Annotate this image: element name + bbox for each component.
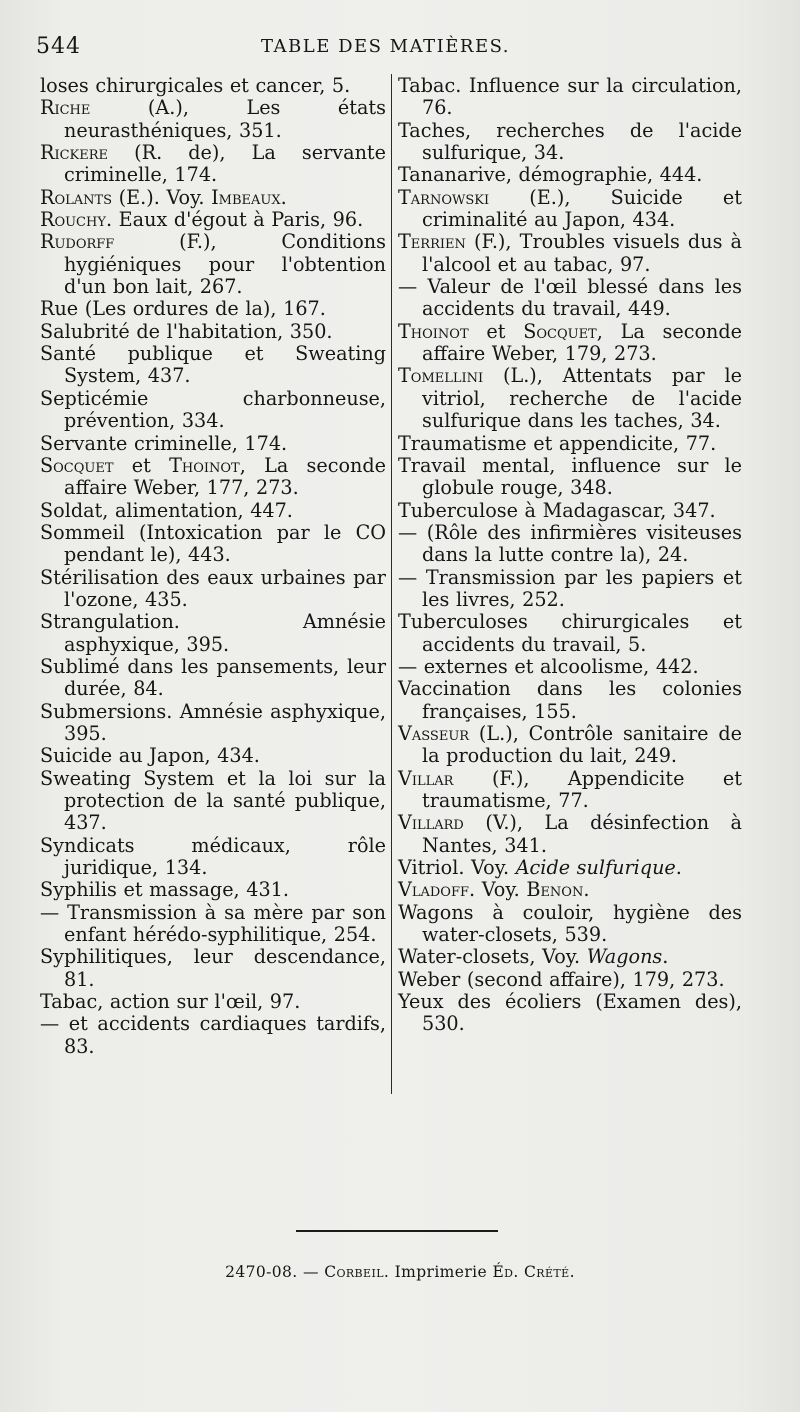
index-entry	[40, 97, 386, 142]
running-title: TABLE DES MATIÈRES.	[261, 36, 510, 57]
entry-text: (R. de), La servante criminelle, 174.	[64, 141, 386, 187]
author-name: Rolants	[40, 185, 113, 209]
index-entry	[40, 745, 386, 767]
index-entry	[398, 365, 742, 432]
index-entry	[40, 522, 386, 567]
author-name: Terrien	[398, 230, 466, 254]
index-entry	[398, 678, 742, 723]
index-entry	[40, 75, 386, 97]
entry-text: Rue (Les ordures de la), 167.	[40, 297, 326, 321]
index-entry	[398, 120, 742, 165]
author-name: Socquet	[40, 453, 114, 477]
index-entry	[40, 455, 386, 500]
author-name: Villard	[398, 811, 464, 835]
entry-text: Sweating System et la loi sur la protection de la santé publique, 437.	[40, 766, 386, 835]
index-entry	[398, 567, 742, 612]
entry-text: Santé publique et Sweating System, 437.	[40, 342, 386, 388]
footer-printer-name: Éd. Crété	[492, 1263, 570, 1281]
index-entry	[40, 768, 386, 835]
index-entry	[398, 164, 742, 186]
author-name: Riche	[40, 96, 91, 120]
entry-text: — externes et alcoolisme, 442.	[398, 654, 699, 678]
index-entry	[398, 991, 742, 1036]
entry-text: .	[280, 185, 287, 209]
entry-text: — Transmission par les papiers et les livres, 252.	[398, 565, 742, 611]
author-name: Vasseur	[398, 721, 470, 745]
cross-reference: Wagons	[586, 945, 663, 969]
index-entry	[398, 455, 742, 500]
index-entry	[398, 656, 742, 678]
entry-text: Servante criminelle, 174.	[40, 431, 288, 455]
index-entry	[398, 812, 742, 857]
index-entry	[40, 835, 386, 880]
author-name: Thoinot	[169, 453, 240, 477]
entry-text: Vitriol. Voy.	[398, 856, 516, 880]
index-entry	[40, 231, 386, 298]
entry-text: .	[662, 945, 669, 969]
entry-text: (E.), Suicide et criminalité au Japon, 434.	[422, 185, 742, 232]
index-entry	[40, 611, 386, 656]
index-entry	[40, 388, 386, 433]
footer-code: 2470-08.	[225, 1263, 298, 1281]
entry-text: Strangulation. Amnésie asphyxique, 395.	[40, 610, 386, 656]
index-column-right	[398, 75, 742, 1036]
printer-footer: 2470-08. — Corbeil. Imprimerie Éd. Crété.	[225, 1263, 575, 1281]
page-header	[36, 34, 776, 64]
entry-text: , La seconde affaire Weber, 177, 273.	[64, 453, 386, 500]
entry-text: Tananarive, démographie, 444.	[398, 163, 703, 187]
index-entry	[40, 1013, 386, 1058]
index-entry	[40, 500, 386, 522]
author-name: Vladoff	[398, 878, 469, 902]
entry-text: loses chirurgicales et cancer, 5.	[40, 74, 351, 97]
cross-reference: Acide sulfurique	[515, 856, 676, 880]
entry-text: Tuberculose à Madagascar, 347.	[398, 498, 716, 522]
index-entry	[40, 433, 386, 455]
entry-text: Syphilis et massage, 431.	[40, 878, 289, 902]
entry-text: Traumatisme et appendicite, 77.	[398, 431, 717, 455]
index-entry	[40, 187, 386, 209]
index-entry	[40, 902, 386, 947]
entry-text: Salubrité de l'habitation, 350.	[40, 319, 333, 343]
index-entry	[398, 768, 742, 813]
index-entry	[398, 522, 742, 567]
author-name: Villar	[398, 766, 454, 790]
index-entry	[40, 298, 386, 320]
index-entry	[40, 567, 386, 612]
index-entry	[398, 857, 742, 879]
author-name: Socquet	[523, 319, 597, 343]
entry-text: (F.), Appendicite et traumatisme, 77.	[422, 766, 742, 812]
index-entry	[398, 75, 742, 120]
index-entry	[398, 276, 742, 321]
entry-text: (A.), Les états neurasthéniques, 351.	[64, 96, 386, 142]
entry-text: — Transmission à sa mère par son enfant hérédo-syphilitique, 254.	[40, 900, 386, 947]
index-entry	[40, 209, 386, 231]
entry-text: . Eaux d'égout à Paris, 96.	[105, 208, 364, 232]
entry-text: (F.), Conditions hygiéniques pour l'obtention d'un bon lait, 267.	[64, 230, 386, 299]
index-entry	[398, 231, 742, 276]
entry-text: Travail mental, influence sur le globule rouge, 348.	[398, 453, 742, 500]
entry-text: Tabac, action sur l'œil, 97.	[40, 990, 301, 1014]
entry-text: (V.), La désinfection à Nantes, 341.	[422, 811, 742, 857]
index-column-left	[40, 75, 386, 1058]
author-name: Benon	[526, 878, 584, 902]
entry-text: Tabac. Influence sur la circulation, 76.	[398, 74, 742, 120]
entry-text: — et accidents cardiaques tardifs, 83.	[40, 1012, 386, 1058]
index-entry	[40, 991, 386, 1013]
author-name: Thoinot	[398, 319, 469, 343]
index-entry	[40, 656, 386, 701]
entry-text: Syndicats médicaux, rôle juridique, 134.	[40, 833, 386, 880]
entry-text: Stérilisation des eaux urbaines par l'ozone, 435.	[40, 565, 386, 611]
footer-dash: —	[302, 1263, 319, 1281]
index-entry	[398, 611, 742, 656]
index-entry	[398, 500, 742, 522]
entry-text: Wagons à couloir, hygiène des water-closets, 539.	[398, 900, 742, 947]
index-entry	[398, 433, 742, 455]
entry-text: — (Rôle des infirmières visiteuses dans la lutte contre la), 24.	[398, 520, 742, 567]
index-entry	[398, 321, 742, 366]
index-entry	[398, 969, 742, 991]
index-entry	[398, 723, 742, 768]
footer-place: Corbeil	[324, 1263, 384, 1281]
entry-text: Taches, recherches de l'acide sulfurique, 34.	[398, 118, 742, 165]
entry-text: Weber (second affaire), 179, 273.	[398, 967, 725, 991]
entry-text: , La seconde affaire Weber, 179, 273.	[422, 319, 742, 366]
entry-text: .	[583, 878, 590, 902]
index-entry	[398, 879, 742, 901]
entry-text: (L.), Attentats par le vitriol, recherche de l'acide sulfurique dans les taches, 34.	[422, 364, 742, 433]
author-name: Rouchy	[40, 208, 106, 232]
entry-text: Water-closets, Voy.	[398, 945, 587, 969]
footer-rule	[296, 1230, 498, 1232]
page-number: 544	[36, 34, 81, 59]
column-divider	[391, 74, 392, 1094]
author-name: Rickere	[40, 141, 109, 165]
author-name: Rudorff	[40, 230, 115, 254]
author-name: Tomellini	[398, 364, 484, 388]
index-entry	[398, 902, 742, 947]
index-entry	[398, 187, 742, 232]
index-entry	[40, 321, 386, 343]
entry-text: Septicémie charbonneuse, prévention, 334.	[40, 386, 386, 433]
index-entry	[40, 946, 386, 991]
index-entry	[40, 343, 386, 388]
author-name: Imbeaux	[211, 185, 281, 209]
entry-text: — Valeur de l'œil blessé dans les accidents du travail, 449.	[398, 275, 742, 321]
entry-text: Syphilitiques, leur descendance, 81.	[40, 945, 386, 991]
entry-text: Soldat, alimentation, 447.	[40, 498, 293, 522]
entry-text: Vaccination dans les colonies françaises, 155.	[398, 677, 742, 723]
index-entry	[40, 701, 386, 746]
index-entry	[398, 946, 742, 968]
entry-text: (L.), Contrôle sanitaire de la production du lait, 249.	[422, 721, 742, 768]
entry-text: et	[468, 319, 524, 343]
index-entry	[40, 879, 386, 901]
entry-text: .	[675, 856, 682, 880]
entry-text: Yeux des écoliers (Examen des), 530.	[398, 990, 742, 1036]
index-entry	[40, 142, 386, 187]
author-name: Tarnowski	[398, 185, 490, 209]
entry-text: (E.). Voy.	[112, 185, 212, 209]
entry-text: . Voy.	[469, 878, 527, 902]
entry-text: Suicide au Japon, 434.	[40, 744, 260, 768]
entry-text: Tuberculoses chirurgicales et accidents du travail, 5.	[398, 610, 742, 656]
entry-text: Sommeil (Intoxication par le CO pendant le), 443.	[40, 520, 386, 567]
entry-text: Submersions. Amnésie asphyxique, 395.	[40, 699, 386, 745]
entry-text: Sublimé dans les pansements, leur durée, 84.	[40, 654, 386, 701]
footer-printer: Imprimerie	[394, 1263, 488, 1281]
entry-text: et	[113, 453, 170, 477]
entry-text: (F.), Troubles visuels dus à l'alcool et au tabac, 97.	[422, 230, 742, 276]
